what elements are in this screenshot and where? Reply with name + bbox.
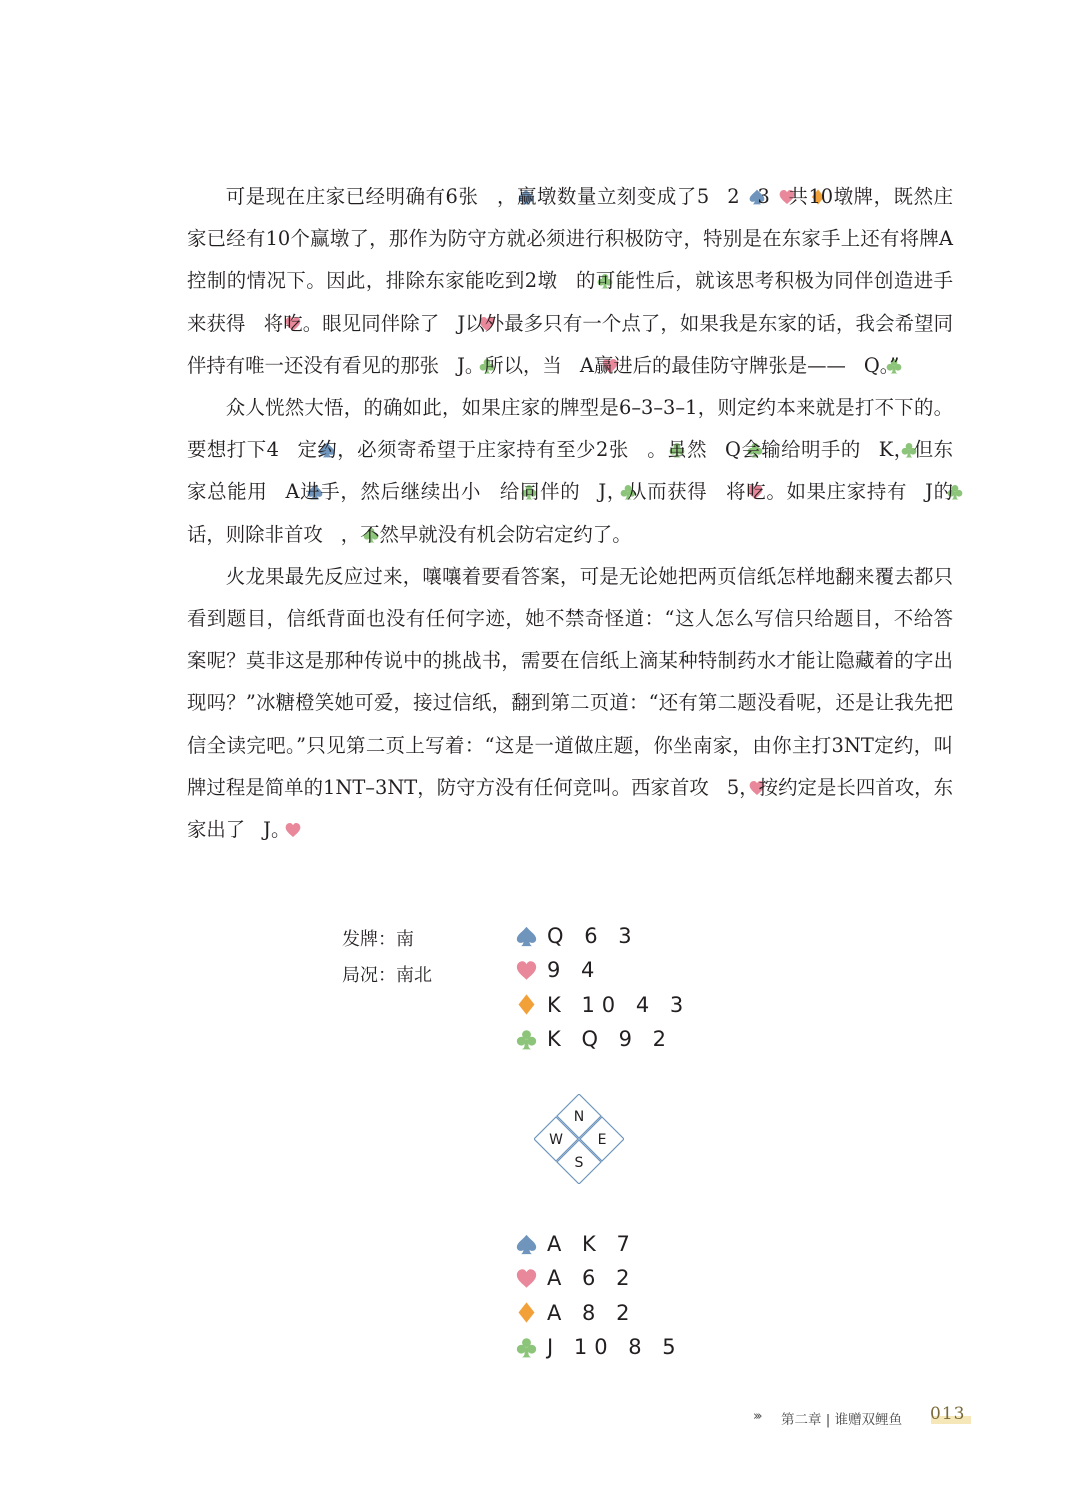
club-icon: [440, 347, 456, 363]
text-run: 5，按约定是长四首攻，东家出了: [187, 775, 953, 842]
text-run: J。: [263, 818, 291, 842]
south-diamonds: A 8 2: [547, 1300, 637, 1325]
club-icon: [908, 473, 924, 489]
page-footer: [753, 1402, 1083, 1432]
heart-icon: [516, 960, 537, 981]
spade-icon: [479, 178, 495, 194]
north-hand: [516, 919, 690, 1056]
text-run: J，从而获得: [598, 480, 708, 504]
club-icon: [630, 431, 646, 447]
spade-icon: [516, 1234, 537, 1255]
compass-west-label: W: [549, 1132, 563, 1148]
heart-icon: [741, 178, 757, 194]
club-icon: [847, 347, 863, 363]
text-run: 2: [727, 185, 740, 208]
south-hearts: A 6 2: [547, 1266, 637, 1291]
heart-icon: [708, 473, 724, 489]
text-run: A进手，然后继续出小: [285, 480, 482, 504]
heart-icon: [563, 347, 579, 363]
club-icon: [708, 431, 724, 447]
paragraph-1: [187, 176, 953, 387]
body-text: [187, 176, 953, 851]
heart-icon: [440, 305, 456, 321]
north-spades-row: [516, 919, 690, 953]
north-clubs-row: [516, 1022, 690, 1056]
club-icon: [558, 262, 574, 278]
south-hand: [516, 1227, 683, 1364]
text-run: ，不然早就没有机会防宕定约了。: [340, 522, 632, 546]
deal-info: [342, 922, 432, 994]
text-run: A赢进后的最佳防守牌张是——: [579, 353, 846, 377]
south-clubs: J 10 8 5: [547, 1335, 683, 1360]
club-icon: [581, 473, 597, 489]
paragraph-2: [187, 387, 953, 556]
club-icon: [324, 516, 340, 532]
south-spades-row: [516, 1227, 683, 1261]
north-hearts-row: [516, 953, 690, 987]
paragraph-3: [187, 556, 953, 851]
north-diamonds: K 10 4 3: [547, 992, 691, 1017]
page-number: 013: [930, 1404, 966, 1424]
south-clubs-row: [516, 1330, 683, 1364]
club-icon: [482, 473, 498, 489]
heart-icon: [247, 305, 263, 321]
spade-icon: [280, 431, 296, 447]
compass-east-label: E: [597, 1132, 607, 1148]
text-run: J的话，则除非首攻: [187, 480, 954, 546]
north-clubs: K Q 9 2: [547, 1027, 674, 1052]
heart-icon: [710, 769, 726, 785]
diamond-icon: [771, 178, 787, 194]
text-run: 众人恍然大悟，的确如此，如果庄家的牌型是6–3–3–1，则定约本来就是打不下的。要想打下4: [187, 396, 953, 462]
dealer-label: 发牌：南: [342, 929, 414, 950]
text-run: 的可能性后，就该思考积极为同伴创造进手来获得: [187, 269, 953, 335]
compass-south-label: S: [574, 1155, 584, 1171]
text-run: 。虽然: [646, 438, 707, 462]
text-run: 将吃。如果庄家持有: [725, 480, 908, 504]
heart-icon: [246, 811, 262, 827]
text-run: Q。”: [863, 353, 900, 377]
club-icon: [516, 1029, 537, 1050]
text-run: 共10墩牌，既然庄家已经有10个赢墩了，那作为防守方就必须进行积极防守，特别是在东家手上还有将牌A控制的情况下。因此，排除东家能吃到2墩: [187, 185, 953, 293]
text-run: ，赢墩数量立刻变成了5: [496, 185, 710, 208]
spade-icon: [516, 926, 537, 947]
diamond-icon: [516, 994, 537, 1015]
north-spades: Q 6 3: [547, 924, 639, 949]
compass-north-label: N: [573, 1109, 585, 1125]
chevrons-icon: ›››: [753, 1409, 760, 1424]
heart-icon: [516, 1268, 537, 1289]
text-run: 将吃。眼见同伴除了: [263, 311, 440, 335]
north-hearts: 9 4: [547, 958, 602, 983]
south-hearts-row: [516, 1261, 683, 1295]
text-run: K，但东家总能用: [187, 438, 953, 504]
text-run: Q会输给明手的: [724, 438, 861, 462]
text-run: 定约，必须寄希望于庄家持有至少2张: [296, 438, 629, 462]
text-run: 可是现在庄家已经明确有6张: [225, 185, 479, 208]
club-icon: [862, 431, 878, 447]
chapter-title: 第二章 | 谁赠双鲤鱼: [781, 1412, 903, 1428]
vulnerability-label: 局况：南北: [342, 965, 432, 986]
spade-icon: [268, 473, 284, 489]
text-run: 3: [757, 185, 770, 208]
text-run: J。所以，当: [457, 353, 562, 377]
text-run: 火龙果最先反应过来，嚷嚷着要看答案，可是无论她把两页信纸怎样地翻来覆去都只看到题目，信纸背面也没有任何字迹，她不禁奇怪道：“这人怎么写信只给题目，不给答案呢？莫非这是那种传说中的挑战书，需要在信纸上滴某种特制药水才能让隐藏着的字出现吗？”冰糖橙笑她可爱，接过信纸，翻到第二页道：“还有第二题没看呢，还是让我先把信全读完吧。”只见第二页上写着：“这是一道做庄题，你坐南家，由你主打3NT定约，叫牌过程是简单的1NT–3NT，防守方没有任何竞叫。西家首攻: [187, 564, 953, 799]
text-run: J以外最多只有一个点了，如果我是东家的话，我会希望同伴持有唯一还没有看见的那张: [187, 311, 954, 377]
south-diamonds-row: [516, 1296, 683, 1330]
compass-diagram: [534, 1094, 624, 1184]
south-spades: A K 7: [547, 1232, 637, 1257]
club-icon: [516, 1337, 537, 1358]
text-run: 给同伴的: [499, 480, 581, 504]
north-diamonds-row: [516, 988, 690, 1022]
diamond-icon: [516, 1302, 537, 1323]
spade-icon: [710, 178, 726, 194]
